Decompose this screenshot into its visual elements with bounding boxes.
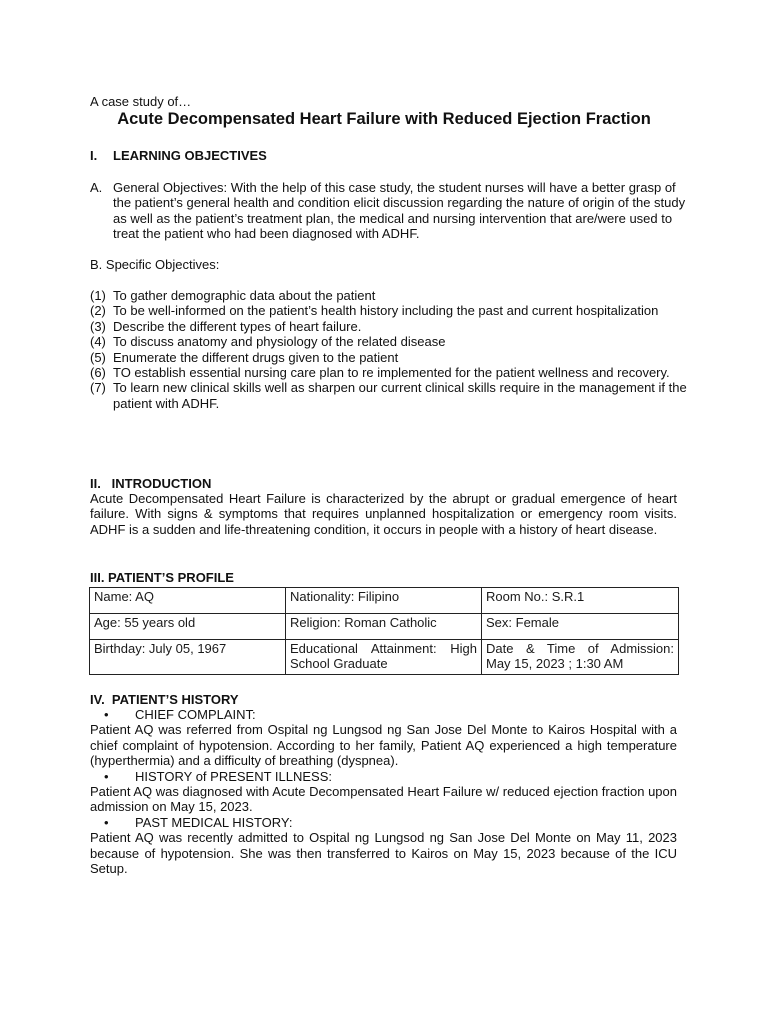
general-objectives bbox=[90, 180, 690, 242]
section-introduction-heading: II. INTRODUCTION bbox=[90, 476, 212, 491]
table-row bbox=[90, 640, 679, 675]
table-row bbox=[90, 588, 679, 614]
section-number: I. bbox=[90, 148, 98, 163]
document-title: Acute Decompensated Heart Failure with Reduced Ejection Fraction bbox=[117, 110, 651, 128]
table-cell: Sex: Female bbox=[482, 614, 679, 640]
general-objectives-label: A. bbox=[90, 180, 103, 195]
list-item-number: (5) bbox=[90, 349, 106, 365]
bullet-icon: • bbox=[104, 814, 109, 830]
list-item-text: TO establish essential nursing care plan to re implemented for the patient wellness and recovery. bbox=[113, 365, 670, 381]
chief-complaint-label: CHIEF COMPLAINT: bbox=[135, 707, 256, 722]
table-row bbox=[90, 614, 679, 640]
list-item-number: (2) bbox=[90, 303, 106, 319]
list-item bbox=[90, 288, 690, 303]
table-cell: Room No.: S.R.1 bbox=[482, 588, 679, 614]
section-title: LEARNING OBJECTIVES bbox=[113, 148, 267, 163]
list-item bbox=[90, 815, 677, 830]
patient-history bbox=[90, 707, 677, 876]
list-item bbox=[90, 350, 690, 365]
bullet-icon: • bbox=[104, 707, 109, 722]
cell-line: Date & Time of Admission: bbox=[486, 641, 674, 656]
list-item bbox=[90, 365, 690, 380]
general-objectives-text: General Objectives: With the help of this case study, the student nurses will have a better grasp of the patient’s general health and condition elicit discussion regarding the nature of origin of the study as well as the patient’s treatment plan, the medical and nursing intervention that are/were used to treat the patient who had been diagnosed with ADHF. bbox=[113, 180, 686, 242]
list-item bbox=[90, 334, 690, 349]
list-item bbox=[90, 707, 677, 722]
list-item-text: To discuss anatomy and physiology of the related disease bbox=[113, 334, 446, 350]
table-cell bbox=[286, 640, 482, 675]
table-cell: Religion: Roman Catholic bbox=[286, 614, 482, 640]
list-item-text: To be well-informed on the patient’s health history including the past and current hospitalization bbox=[113, 303, 659, 319]
table-cell: Birthday: July 05, 1967 bbox=[90, 640, 286, 675]
list-item bbox=[90, 769, 677, 784]
list-item bbox=[90, 319, 690, 334]
list-item-text: Describe the different types of heart failure. bbox=[113, 318, 362, 334]
list-item-number: (6) bbox=[90, 365, 106, 381]
list-item-text: Enumerate the different drugs given to the patient bbox=[113, 349, 399, 365]
present-illness-text: Patient AQ was diagnosed with Acute Decompensated Heart Failure w/ reduced ejection fraction upon admission on May 15, 2023. bbox=[90, 784, 677, 815]
cell-line: Educational Attainment: High bbox=[290, 641, 477, 656]
preheading: A case study of… bbox=[90, 94, 192, 109]
bullet-icon: • bbox=[104, 768, 109, 784]
list-item-number: (4) bbox=[90, 334, 106, 350]
table-cell: Nationality: Filipino bbox=[286, 588, 482, 614]
present-illness-label: HISTORY of PRESENT ILLNESS: bbox=[135, 768, 333, 784]
list-item-number: (3) bbox=[90, 318, 106, 334]
list-item-number: (7) bbox=[90, 380, 106, 396]
table-cell bbox=[482, 640, 679, 675]
specific-objectives-label: B. Specific Objectives: bbox=[90, 257, 220, 272]
chief-complaint-text: Patient AQ was referred from Ospital ng Lungsod ng San Jose Del Monte to Kairos Hospital with a chief complaint of hypotension. According to her family, Patient AQ experienced a high temperature (hyperthermia) and a difficulty of breathing (dyspnea). bbox=[90, 722, 677, 769]
past-medical-history-label: PAST MEDICAL HISTORY: bbox=[135, 814, 293, 830]
section-patient-profile-heading: III. PATIENT’S PROFILE bbox=[90, 570, 234, 585]
specific-objectives-list bbox=[90, 288, 690, 411]
patient-profile-table bbox=[89, 587, 679, 675]
table-cell: Name: AQ bbox=[90, 588, 286, 614]
list-item bbox=[90, 380, 690, 411]
cell-line: May 15, 2023 ; 1:30 AM bbox=[486, 656, 624, 672]
table-cell: Age: 55 years old bbox=[90, 614, 286, 640]
past-medical-history-text: Patient AQ was recently admitted to Ospital ng Lungsod ng San Jose Del Monte on May 11, 2023 because of hypotension. She was then transferred to Kairos on May 15, 2023 because of the ICU Setup. bbox=[90, 830, 677, 877]
list-item-number: (1) bbox=[90, 288, 106, 303]
section-patient-history-heading: IV. PATIENT’S HISTORY bbox=[90, 692, 239, 707]
cell-line: School Graduate bbox=[290, 656, 388, 672]
list-item bbox=[90, 303, 690, 318]
list-item-text: To learn new clinical skills well as sharpen our current clinical skills require in the management if the patient with ADHF. bbox=[113, 380, 687, 411]
section-learning-objectives-heading bbox=[90, 148, 267, 163]
list-item-text: To gather demographic data about the patient bbox=[113, 288, 376, 303]
introduction-text: Acute Decompensated Heart Failure is characterized by the abrupt or gradual emergence of heart failure. With signs & symptoms that requires unplanned hospitalization or emergency room visits. ADHF is a sudden and life-threatening condition, it occurs in people with a history of heart disease. bbox=[90, 491, 677, 537]
